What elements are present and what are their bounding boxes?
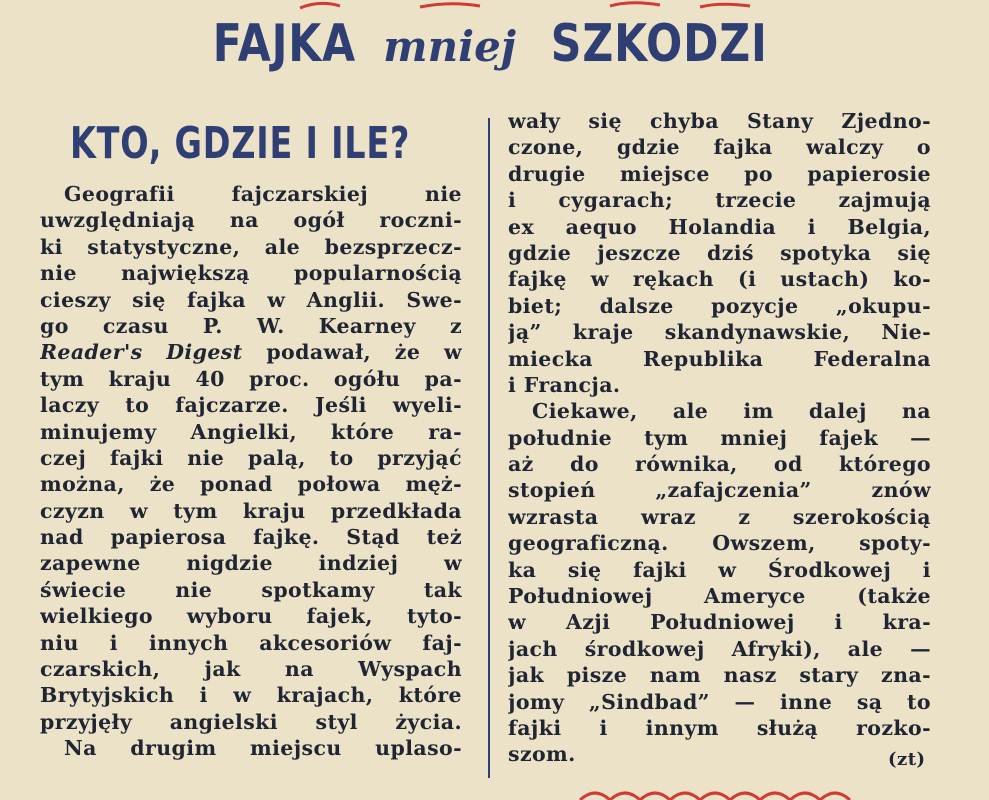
text-line: nie największą popularnością (40, 261, 462, 286)
text-line: Brytyjskich i w krajach, które (40, 683, 462, 708)
text-line: Południowej Ameryce (także (508, 584, 931, 609)
text-line: Na drugim miejscu uplaso- (64, 736, 462, 761)
headline-part-2: mniej (383, 22, 516, 71)
text-line: miecka Republika Federalna (508, 346, 931, 371)
author-signature: (zt) (888, 749, 926, 770)
text-line: południe tym mniej fajek — (508, 425, 931, 450)
subheadline: KTO, GDZIE I ILE? (70, 118, 411, 169)
top-red-decoration (280, 0, 760, 10)
text-line: aż do równika, od którego (508, 452, 931, 477)
text-line: biet; dalsze pozycje „okupu- (508, 293, 931, 318)
text-line: geograficzną. Owszem, spoty- (508, 531, 931, 556)
text-line: przyjęły angielski styl życia. (40, 709, 462, 734)
magazine-title: Reader's Digest (40, 340, 243, 365)
text-line: uwzględniają na ogół roczni- (40, 208, 462, 233)
text-line: minujemy Angielki, które ra- (40, 419, 462, 444)
text-line: jach środkowej Afryki), ale — (508, 636, 931, 661)
text-line: laczy to fajczarze. Jeśli wyeli- (40, 393, 462, 418)
text-line: cieszy się fajka w Anglii. Swe- (40, 287, 462, 312)
column-divider (488, 118, 490, 778)
text-line: czarskich, jak na Wyspach (40, 657, 462, 682)
text-line: i Francja. (508, 372, 621, 397)
text-line: ki statystyczne, ale bezsprzecz- (40, 234, 462, 259)
text-line: tym kraju 40 proc. ogółu pa- (40, 366, 462, 391)
headline (0, 14, 989, 74)
text-line: wzrasta wraz z szerokością (508, 504, 931, 529)
text-line: czone, gdzie fajka walczy o (508, 135, 931, 160)
text-line: i cygarach; trzecie zajmują (508, 188, 931, 213)
text-line: wielkiego wyboru fajek, tyto- (40, 604, 462, 629)
article-column-right (508, 108, 931, 768)
text-line: niu i innych akcesoriów faj- (40, 630, 462, 655)
text-line: fajkę w rękach (i ustach) ko- (508, 267, 931, 292)
text-line: ex aequo Holandia i Belgia, (508, 214, 931, 239)
article-column-left (40, 181, 462, 762)
text-line: zapewne nigdzie indziej w (40, 551, 462, 576)
text-line: w Azji Południowej i kra- (508, 610, 931, 635)
headline-part-3: SZKODZI (550, 14, 768, 74)
text-line: go czasu P. W. Kearney z (40, 313, 462, 338)
text-line: stopień „zafajczenia” znów (508, 478, 931, 503)
text-line: jomy „Sindbad” — inne są to (508, 689, 931, 714)
text-line: czyzn w tym kraju przedkłada (40, 498, 462, 523)
text-line: czej fajki nie palą, to przyjąć (40, 445, 462, 470)
bottom-red-decoration (540, 784, 980, 800)
text-line-with-source (40, 339, 462, 365)
text-line: fajki i innym służą rozko- (508, 715, 931, 740)
headline-part-1: FAJKA (213, 14, 357, 74)
text-line: Geografii fajczarskiej nie (64, 182, 462, 206)
text-line: Ciekawe, ale im dalej na (532, 399, 931, 424)
text-line: szom. (508, 742, 576, 767)
text-line: nad papierosa fajkę. Stąd też (40, 525, 462, 550)
text-line: świecie nie spotkamy tak (40, 577, 462, 602)
text-line: drugie miejsce po papierosie (508, 161, 931, 186)
text-line: wały się chyba Stany Zjedno- (508, 109, 931, 133)
text-line: jak pisze nam nasz stary zna- (508, 663, 931, 688)
text-line: ka się fajki w Środkowej i (508, 557, 931, 582)
text-fragment: podawał, że w (266, 340, 462, 365)
text-line: można, że ponad połowa męż- (40, 472, 462, 497)
text-line: ją” kraje skandynawskie, Nie- (508, 320, 931, 345)
text-line: gdzie jeszcze dziś spotyka się (508, 240, 931, 265)
